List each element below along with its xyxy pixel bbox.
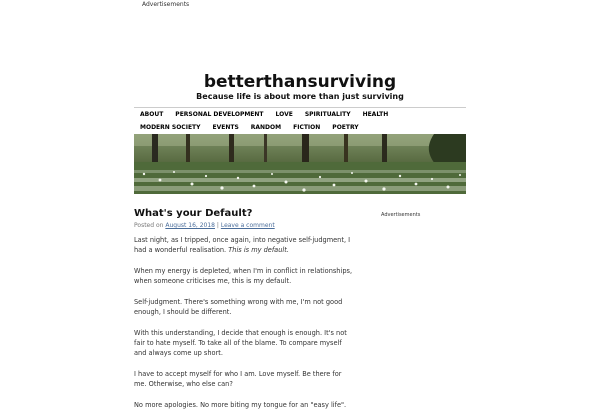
paragraph-1-text: Last night, as I tripped, once again, into negative self-judgment, I had a wonderful realisation. xyxy=(134,236,351,255)
top-advertisements-label: Advertisements xyxy=(142,1,190,8)
paragraph-6: No more apologies. No more biting my tongue for an "easy life". xyxy=(134,400,347,409)
menu-item-love[interactable]: LOVE xyxy=(275,111,293,118)
menu-item-health[interactable]: HEALTH xyxy=(362,111,389,118)
paragraph-5: I have to accept myself for who I am. Love myself. Be there for me. Otherwise, who else can? xyxy=(134,369,342,389)
paragraph-1-italic: This is my default. xyxy=(228,246,289,255)
menu-item-fiction[interactable]: FICTION xyxy=(293,124,321,131)
menu-item-about[interactable]: ABOUT xyxy=(140,111,164,118)
posted-on-label: Posted on xyxy=(134,222,164,229)
post-meta xyxy=(134,222,275,229)
menu-item-poetry[interactable]: POETRY xyxy=(332,124,359,131)
main-navigation xyxy=(134,107,466,134)
menu-item-events[interactable]: EVENTS xyxy=(212,124,239,131)
header-image xyxy=(134,134,466,194)
post-title[interactable]: What's your Default? xyxy=(134,208,253,219)
paragraph-3: Self-judgment. There's something wrong with me, I'm not good enough, I should be different. xyxy=(134,297,343,317)
leave-comment-link[interactable]: Leave a comment xyxy=(220,222,275,229)
menu-item-spirituality[interactable]: SPIRITUALITY xyxy=(304,111,351,118)
menu-item-random[interactable]: RANDOM xyxy=(250,124,282,131)
paragraph-1 xyxy=(134,235,356,256)
paragraph-4: With this understanding, I decide that enough is enough. It's not fair to hate myself. To take all of the blame. To compare myself and always come up short. xyxy=(134,328,347,358)
post-date-link[interactable]: August 16, 2018 xyxy=(165,222,215,229)
meta-separator: | xyxy=(214,222,221,229)
post-content xyxy=(134,235,356,420)
forest-wildflowers-image xyxy=(134,134,466,194)
site-description: Because life is about more than just surviving xyxy=(196,92,404,101)
site-title[interactable]: betterthansurviving xyxy=(203,72,397,92)
sidebar-advertisements-label: Advertisements xyxy=(381,212,421,218)
menu-item-personal-development[interactable]: PERSONAL DEVELOPMENT xyxy=(175,111,264,118)
paragraph-2: When my energy is depleted, when I'm in conflict in relationships, when someone criticises me, this is my default. xyxy=(134,266,353,286)
menu-item-modern-society[interactable]: MODERN SOCIETY xyxy=(140,124,201,131)
